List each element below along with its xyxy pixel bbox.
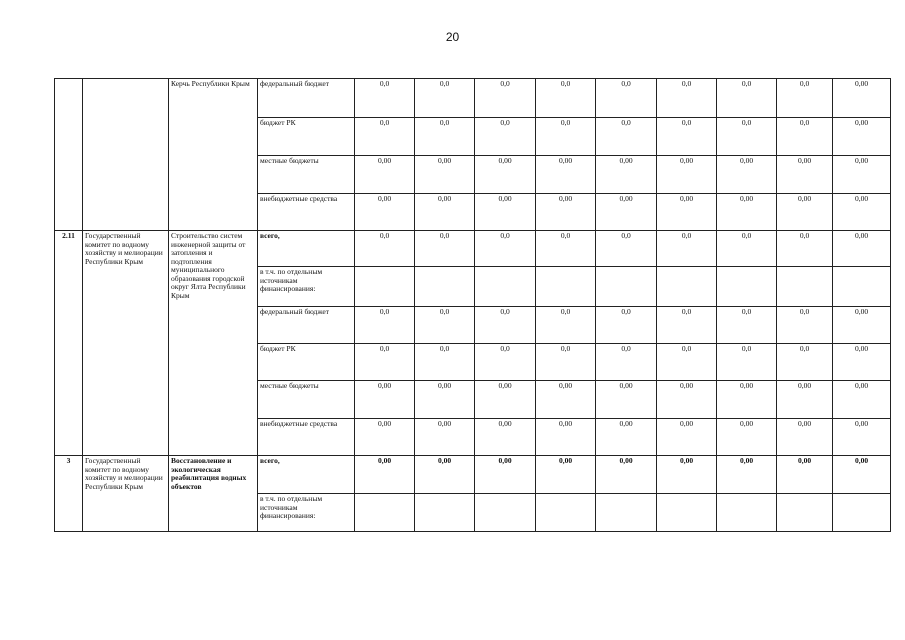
- value-cell: 0,00: [536, 456, 596, 494]
- value-cell: 0,0: [657, 79, 717, 118]
- empty-cell: [415, 494, 475, 532]
- value-cell: 0,00: [536, 381, 596, 419]
- empty-cell: [717, 494, 777, 532]
- table-row: [55, 79, 891, 118]
- value-cell: 0,00: [833, 156, 891, 194]
- value-cell: 0,00: [355, 381, 415, 419]
- value-cell: 0,00: [415, 456, 475, 494]
- value-cell: 0,0: [355, 79, 415, 118]
- source-label: федеральный бюджет: [258, 79, 355, 118]
- value-cell: 0,0: [777, 79, 833, 118]
- value-cell: 0,00: [355, 456, 415, 494]
- activity-cell: Восстановление и экологическая реабилитация водных объектов: [169, 456, 258, 532]
- value-cell: 0,00: [657, 156, 717, 194]
- value-cell: 0,0: [475, 231, 536, 267]
- value-cell: 0,0: [657, 231, 717, 267]
- executor-cell: [83, 79, 169, 231]
- value-cell: 0,0: [596, 344, 657, 381]
- value-cell: 0,00: [475, 194, 536, 231]
- empty-cell: [596, 267, 657, 307]
- value-cell: 0,0: [475, 79, 536, 118]
- value-cell: 0,00: [833, 79, 891, 118]
- value-cell: 0,00: [717, 419, 777, 456]
- value-cell: 0,00: [657, 419, 717, 456]
- value-cell: 0,00: [475, 156, 536, 194]
- value-cell: 0,00: [415, 156, 475, 194]
- index-cell: 3: [55, 456, 83, 532]
- value-cell: 0,0: [415, 79, 475, 118]
- value-cell: 0,0: [415, 307, 475, 344]
- value-cell: 0,0: [717, 344, 777, 381]
- value-cell: 0,00: [536, 156, 596, 194]
- index-cell: [55, 79, 83, 231]
- activity-cell: Строительство систем инженерной защиты от затопления и подтопления муниципального образования городской округ Ялта Республики Крым: [169, 231, 258, 456]
- value-cell: 0,0: [717, 231, 777, 267]
- empty-cell: [536, 494, 596, 532]
- empty-cell: [596, 494, 657, 532]
- page-number: 20: [445, 30, 460, 44]
- value-cell: 0,0: [777, 231, 833, 267]
- table-row: [55, 231, 891, 267]
- index-cell: 2.11: [55, 231, 83, 456]
- value-cell: 0,00: [475, 381, 536, 419]
- source-label: в т.ч. по отдельным источникам финансирования:: [258, 267, 355, 307]
- value-cell: 0,00: [596, 194, 657, 231]
- value-cell: 0,00: [657, 456, 717, 494]
- value-cell: 0,0: [415, 344, 475, 381]
- empty-cell: [475, 267, 536, 307]
- value-cell: 0,0: [596, 79, 657, 118]
- value-cell: 0,00: [596, 419, 657, 456]
- value-cell: 0,00: [355, 156, 415, 194]
- empty-cell: [777, 267, 833, 307]
- value-cell: 0,00: [596, 156, 657, 194]
- value-cell: 0,00: [833, 344, 891, 381]
- empty-cell: [717, 267, 777, 307]
- value-cell: 0,0: [355, 307, 415, 344]
- source-label: в т.ч. по отдельным источникам финансирования:: [258, 494, 355, 532]
- value-cell: 0,00: [415, 381, 475, 419]
- empty-cell: [657, 267, 717, 307]
- empty-cell: [355, 267, 415, 307]
- value-cell: 0,0: [717, 79, 777, 118]
- empty-cell: [475, 494, 536, 532]
- source-label: всего,: [258, 456, 355, 494]
- value-cell: 0,00: [536, 194, 596, 231]
- value-cell: 0,0: [596, 231, 657, 267]
- value-cell: 0,00: [415, 419, 475, 456]
- value-cell: 0,00: [833, 419, 891, 456]
- value-cell: 0,0: [596, 307, 657, 344]
- value-cell: 0,0: [717, 307, 777, 344]
- value-cell: 0,0: [536, 307, 596, 344]
- value-cell: 0,0: [536, 79, 596, 118]
- value-cell: 0,00: [833, 456, 891, 494]
- value-cell: 0,00: [355, 194, 415, 231]
- value-cell: 0,00: [777, 381, 833, 419]
- value-cell: 0,00: [777, 419, 833, 456]
- budget-table: [54, 78, 891, 532]
- value-cell: 0,00: [415, 194, 475, 231]
- value-cell: 0,00: [777, 456, 833, 494]
- table-row: [55, 456, 891, 494]
- value-cell: 0,0: [415, 231, 475, 267]
- value-cell: 0,0: [475, 118, 536, 156]
- value-cell: 0,0: [717, 118, 777, 156]
- value-cell: 0,00: [833, 231, 891, 267]
- value-cell: 0,00: [717, 456, 777, 494]
- value-cell: 0,0: [777, 118, 833, 156]
- empty-cell: [657, 494, 717, 532]
- value-cell: 0,00: [717, 194, 777, 231]
- source-label: бюджет РК: [258, 344, 355, 381]
- value-cell: 0,0: [657, 307, 717, 344]
- source-label: местные бюджеты: [258, 156, 355, 194]
- value-cell: 0,00: [717, 156, 777, 194]
- empty-cell: [833, 494, 891, 532]
- value-cell: 0,00: [833, 118, 891, 156]
- empty-cell: [355, 494, 415, 532]
- value-cell: 0,00: [657, 194, 717, 231]
- activity-cell: Керчь Республики Крым: [169, 79, 258, 231]
- value-cell: 0,00: [475, 419, 536, 456]
- value-cell: 0,00: [596, 381, 657, 419]
- value-cell: 0,00: [833, 194, 891, 231]
- value-cell: 0,00: [657, 381, 717, 419]
- value-cell: 0,0: [536, 118, 596, 156]
- value-cell: 0,00: [475, 456, 536, 494]
- value-cell: 0,00: [596, 456, 657, 494]
- value-cell: 0,00: [777, 194, 833, 231]
- value-cell: 0,0: [536, 344, 596, 381]
- source-label: внебюджетные средства: [258, 194, 355, 231]
- empty-cell: [415, 267, 475, 307]
- empty-cell: [777, 494, 833, 532]
- value-cell: 0,0: [475, 344, 536, 381]
- value-cell: 0,0: [777, 344, 833, 381]
- source-label: федеральный бюджет: [258, 307, 355, 344]
- empty-cell: [536, 267, 596, 307]
- value-cell: 0,00: [833, 307, 891, 344]
- value-cell: 0,0: [355, 344, 415, 381]
- empty-cell: [833, 267, 891, 307]
- executor-cell: Государственный комитет по водному хозяйству и мелиорации Республики Крым: [83, 231, 169, 456]
- value-cell: 0,0: [777, 307, 833, 344]
- value-cell: 0,0: [596, 118, 657, 156]
- value-cell: 0,00: [777, 156, 833, 194]
- value-cell: 0,0: [355, 118, 415, 156]
- source-label: местные бюджеты: [258, 381, 355, 419]
- value-cell: 0,0: [657, 118, 717, 156]
- value-cell: 0,0: [536, 231, 596, 267]
- value-cell: 0,00: [355, 419, 415, 456]
- value-cell: 0,00: [833, 381, 891, 419]
- value-cell: 0,00: [717, 381, 777, 419]
- value-cell: 0,0: [415, 118, 475, 156]
- value-cell: 0,0: [657, 344, 717, 381]
- source-label: внебюджетные средства: [258, 419, 355, 456]
- executor-cell: Государственный комитет по водному хозяйству и мелиорации Республики Крым: [83, 456, 169, 532]
- value-cell: 0,00: [536, 419, 596, 456]
- source-label: бюджет РК: [258, 118, 355, 156]
- source-label: всего,: [258, 231, 355, 267]
- value-cell: 0,0: [355, 231, 415, 267]
- value-cell: 0,0: [475, 307, 536, 344]
